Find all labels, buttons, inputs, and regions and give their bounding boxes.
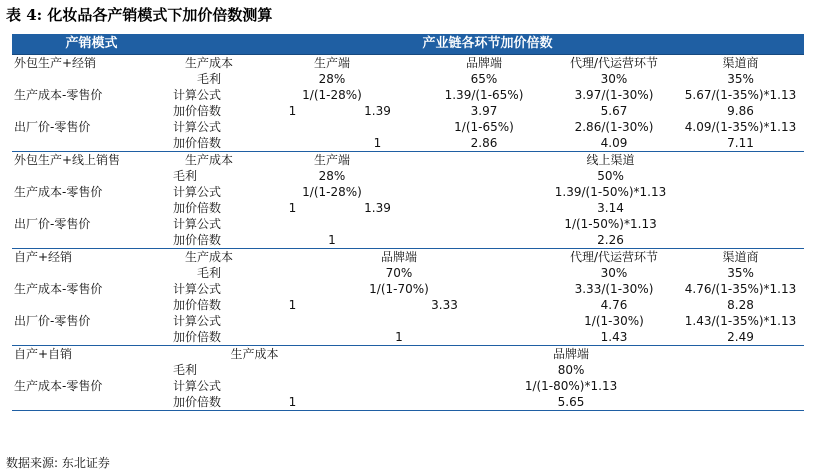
section-name: 自产+自销 [12,346,171,363]
table-row: 毛利 70% 30% 35% [196,266,754,280]
table-row: 外包生产+经销 生产成本 生产端 品牌端 代理/代运营环节 渠道商 [12,55,804,72]
table-row: 生产成本-零售价 计算公式 1/(1-28%) 1.39/(1-50%)*1.13 [14,185,667,199]
section-name: 外包生产+线上销售 [12,152,171,169]
section-name: 外包生产+经销 [12,55,171,72]
header-mode: 产销模式 [12,34,171,55]
data-source: 数据来源: 东北证券 [6,456,110,470]
table-row: 生产成本-零售价 计算公式 1/(1-28%) 1.39/(1-65%) 3.97/(1-30%) 5.67/(1-35%)*1.13 [14,88,797,102]
table-row: 生产成本-零售价 计算公式 1/(1-80%)*1.13 [14,379,618,393]
table-row: 自产+经销 生产成本 品牌端 代理/代运营环节 渠道商 [12,249,804,266]
markup-table [12,34,804,411]
table-row: 外包生产+线上销售 生产成本 生产端 线上渠道 [12,152,804,169]
table-row: 生产成本-零售价 计算公式 1/(1-70%) 3.33/(1-30%) 4.76/(1-35%)*1.13 [14,282,797,296]
header-chain: 产业链各环节加价倍数 [171,34,804,55]
table-row: 加价倍数 1 2.86 4.09 7.11 [173,136,754,150]
table-header-row [12,34,804,55]
table-row: 加价倍数 1 1.43 2.49 [173,330,754,344]
table-row: 出厂价-零售价 计算公式 1/(1-50%)*1.13 [14,217,657,231]
table-row: 加价倍数 1 5.65 [12,394,804,411]
table-row: 加价倍数 1 1.39 3.14 [173,201,624,215]
table-row: 毛利 80% [173,363,585,377]
table-row: 加价倍数 1 1.39 3.97 5.67 9.86 [173,104,754,118]
table-row: 出厂价-零售价 计算公式 1/(1-65%) 2.86/(1-30%) 4.09/(1-35%)*1.13 [14,120,797,134]
table-row: 毛利 28% 50% [173,169,624,183]
table-row: 加价倍数 1 3.33 4.76 8.28 [173,298,754,312]
table-title: 表 4: 化妆品各产销模式下加价倍数测算 [6,6,273,24]
table-row: 自产+自销 生产成本 品牌端 [12,346,804,363]
section-name: 自产+经销 [12,249,171,266]
table-row: 毛利 28% 65% 30% 35% [196,72,754,86]
table-row: 加价倍数 1 2.26 [173,233,624,247]
table-row: 出厂价-零售价 计算公式 1/(1-30%) 1.43/(1-35%)*1.13 [14,314,797,328]
